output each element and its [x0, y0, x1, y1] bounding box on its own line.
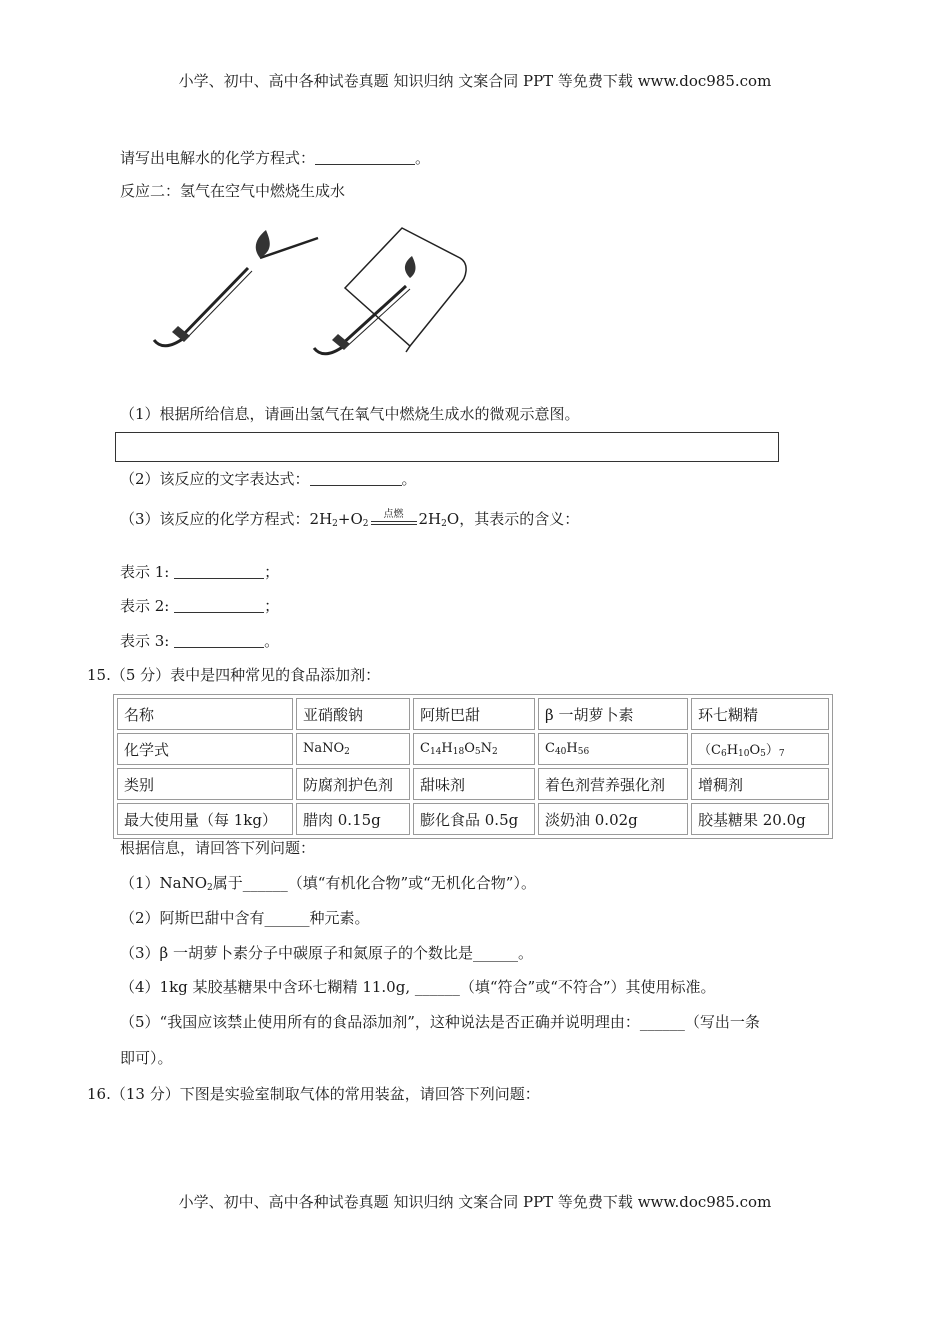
- part2-question: [120, 469, 417, 489]
- punctuation: ；: [264, 597, 280, 615]
- q15-question-2: （2）阿斯巴甜中含有______种元素。: [120, 909, 370, 927]
- table-cell: β 一胡萝卜素: [538, 698, 688, 730]
- beaker-over-flame-figure: [314, 228, 466, 354]
- drawing-answer-box[interactable]: [115, 432, 779, 462]
- part1-question: （1）根据所给信息，请画出氢气在氧气中燃烧生成水的微观示意图。: [120, 405, 580, 423]
- table-cell: 名称: [117, 698, 293, 730]
- q15-question-5: （5）“我国应该禁止使用所有的食品添加剂”，这种说法是否正确并说明理由：______（写出一条: [120, 1013, 760, 1031]
- meaning-label: 表示 2:: [120, 597, 170, 615]
- eq-rhs-o: O: [446, 510, 460, 528]
- q16-title: 16.（13 分）下图是实验室制取气体的常用装盆，请回答下列问题：: [87, 1085, 540, 1103]
- table-row: [117, 733, 829, 765]
- flame-icon: [256, 230, 270, 258]
- period: 。: [401, 470, 417, 488]
- table-cell: 胶基糖果 20.0g: [691, 803, 829, 835]
- meaning-label: 表示 3:: [120, 632, 170, 650]
- part2-prompt: （2）该反应的文字表达式：: [120, 470, 310, 488]
- hydrogen-combustion-figure: [140, 218, 480, 368]
- eq-rhs-h: 2H: [418, 510, 442, 528]
- reaction-condition: 点燃: [383, 509, 404, 520]
- answer-blank[interactable]: [310, 471, 402, 486]
- table-cell: 着色剂营养强化剂: [538, 768, 688, 800]
- table-row: [117, 803, 829, 835]
- formula-nano2: NaNO$_2$: [296, 733, 410, 765]
- table-cell: 环七糊精: [691, 698, 829, 730]
- table-cell: 亚硝酸钠: [296, 698, 410, 730]
- table-cell: 类别: [117, 768, 293, 800]
- answer-blank[interactable]: [174, 633, 264, 648]
- match-igniting-figure: [154, 230, 318, 346]
- table-cell: 甜味剂: [413, 768, 535, 800]
- food-additives-table: [113, 694, 833, 839]
- table-row: [117, 698, 829, 730]
- table-cell: 阿斯巴甜: [413, 698, 535, 730]
- meaning-label: 表示 1:: [120, 563, 170, 581]
- table-cell: 腊肉 0.15g: [296, 803, 410, 835]
- part3-suffix: ，其表示的含义：: [459, 510, 580, 528]
- page-header: 小学、初中、高中各种试卷真题 知识归纳 文案合同 PPT 等免费下载 www.doc985.com: [178, 72, 772, 90]
- answer-blank[interactable]: [174, 564, 264, 579]
- punctuation: ；: [264, 563, 280, 581]
- eq-sub: 2: [441, 519, 447, 529]
- q1-sub: 2: [207, 883, 213, 893]
- formula-aspartame: $C_{14}H_{18}O_5N_2$: [413, 733, 535, 765]
- q1-suffix: 属于______（填“有机化合物”或“无机化合物”）。: [212, 874, 536, 892]
- table-cell: 最大使用量（每 1kg）: [117, 803, 293, 835]
- answer-blank[interactable]: [315, 150, 415, 165]
- table-cell: 防腐剂护色剂: [296, 768, 410, 800]
- q15-title: 15.（5 分）表中是四种常见的食品添加剂：: [87, 666, 381, 684]
- table-row: [117, 768, 829, 800]
- eq-sub: 2: [362, 519, 369, 529]
- q15-question-1: [120, 873, 536, 898]
- q15-question-3: （3）β 一胡萝卜素分子中碳原子和氮原子的个数比是______。: [120, 944, 533, 962]
- table-cell: 增稠剂: [691, 768, 829, 800]
- meaning-1: [120, 562, 279, 582]
- q15-question-5-cont: 即可）。: [120, 1049, 173, 1067]
- eq-sub: 2: [332, 519, 338, 529]
- part3-question: [120, 509, 579, 534]
- answer-blank[interactable]: [174, 598, 264, 613]
- formula-cyclodextrin: $(C_6H_{10}O_5)_7$: [691, 733, 829, 765]
- flame-icon: [405, 256, 416, 278]
- formula-carotene: $C_{40}H_{56}$: [538, 733, 688, 765]
- reaction2-title: 反应二：氢气在空气中燃烧生成水: [120, 182, 346, 200]
- punctuation: 。: [264, 632, 280, 650]
- electrolysis-question: [120, 148, 430, 168]
- eq-lhs-h: 2H: [309, 510, 333, 528]
- page-footer: 小学、初中、高中各种试卷真题 知识归纳 文案合同 PPT 等免费下载 www.doc985.com: [178, 1193, 772, 1211]
- q15-question-4: （4）1kg 某胶基糖果中含环七糊精 11.0g, ______（填“符合”或“不符合”）其使用标准。: [120, 978, 716, 996]
- table-cell: 化学式: [117, 733, 293, 765]
- period: 。: [415, 149, 431, 167]
- q15-intro: 根据信息，请回答下列问题：: [120, 839, 316, 857]
- meaning-2: [120, 596, 279, 616]
- reaction-condition-sign: [369, 509, 419, 529]
- electrolysis-prompt: 请写出电解水的化学方程式：: [120, 149, 316, 167]
- table-cell: 膨化食品 0.5g: [413, 803, 535, 835]
- meaning-3: [120, 631, 279, 651]
- q1-prefix: （1）NaNO: [120, 874, 208, 892]
- part3-prompt: （3）该反应的化学方程式：: [120, 510, 310, 528]
- eq-plus-o: +O: [337, 510, 363, 528]
- table-cell: 淡奶油 0.02g: [538, 803, 688, 835]
